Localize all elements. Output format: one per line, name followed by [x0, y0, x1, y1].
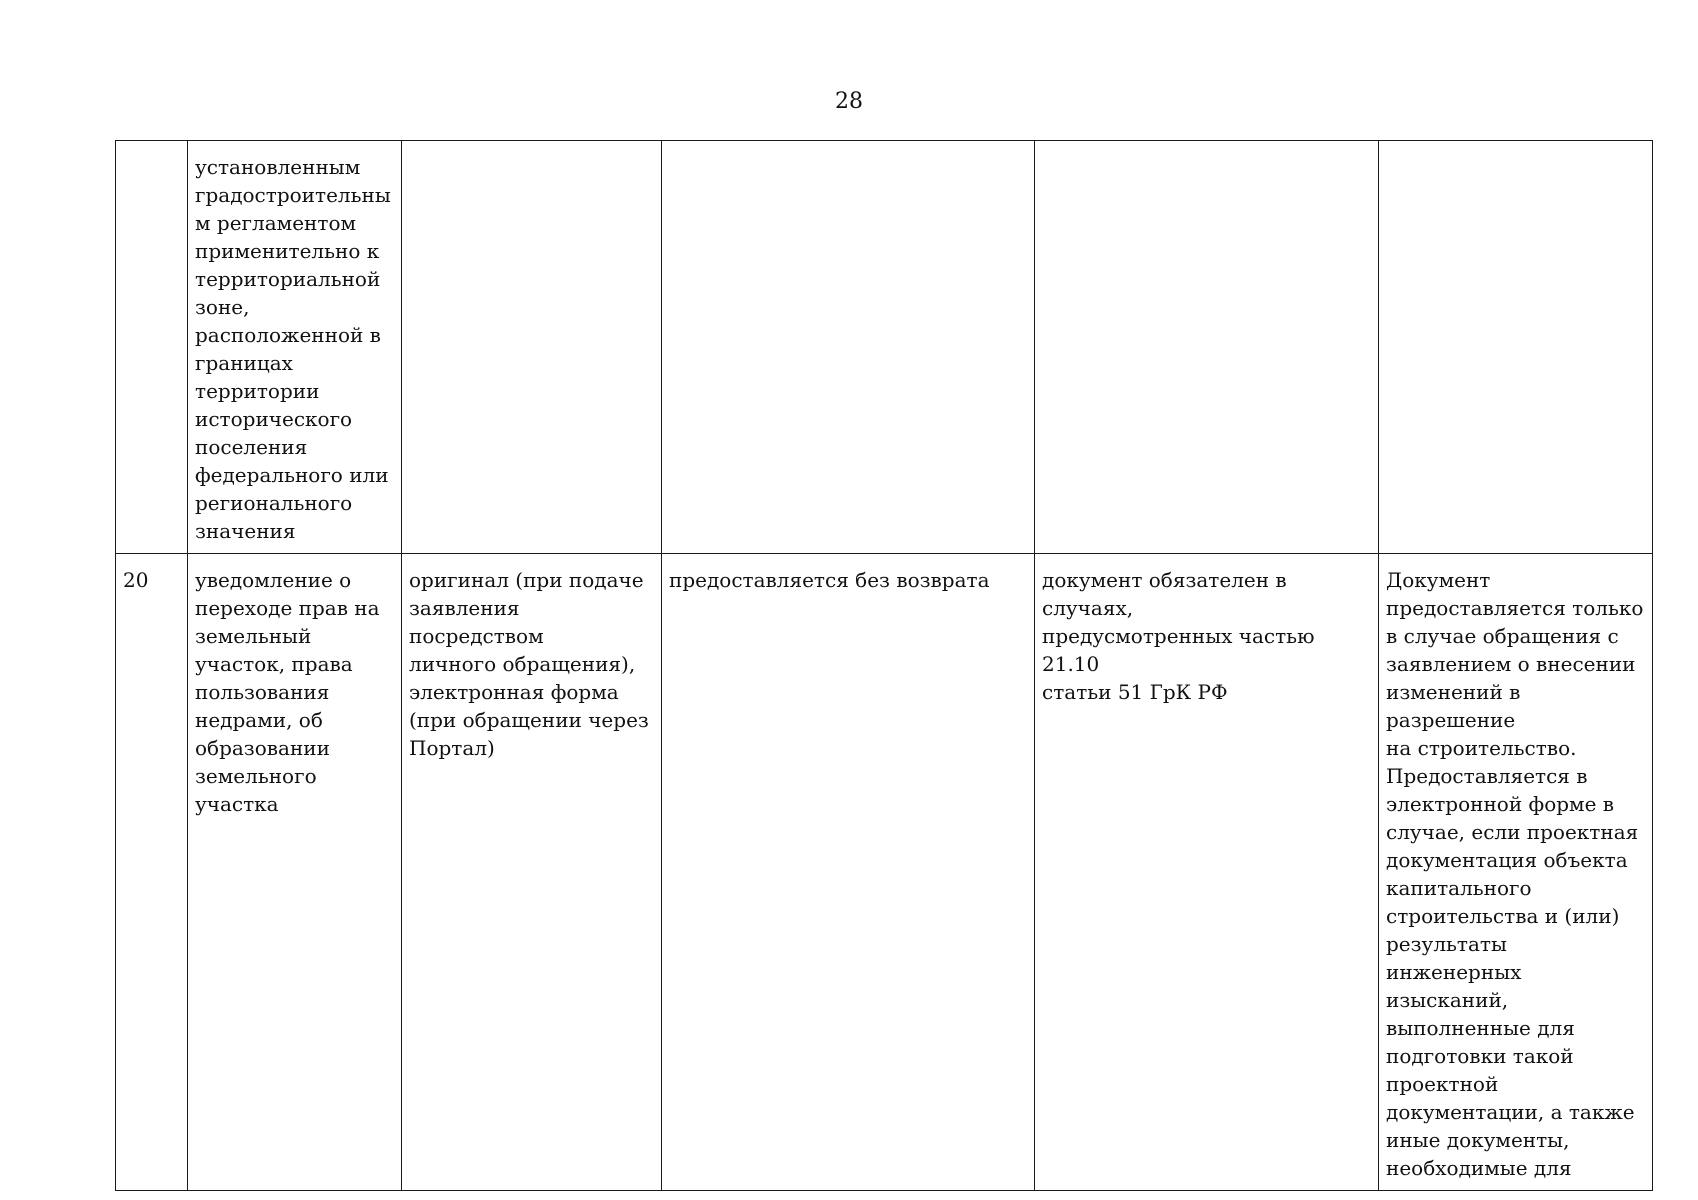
return-terms-cell — [662, 141, 1035, 554]
note-cell — [1379, 141, 1653, 554]
requirement-cell: документ обязателен в случаях, предусмотренных частью 21.10 статьи 51 ГрК РФ — [1035, 554, 1379, 1191]
document-form-cell: оригинал (при подаче заявления посредством личного обращения), электронная форма (при обращении через Портал) — [402, 554, 662, 1191]
note-cell: Документ предоставляется только в случае обращения с заявлением о внесении изменений в разрешение на строительство. Предоставляется в электронной форме в случае, если проектная документация объекта капитального строительства и (или) результаты инженерных изысканий, выполненные для подготовки такой проектной документации, а также иные документы, необходимые для — [1379, 554, 1653, 1191]
document-name-cell: уведомление о переходе прав на земельный участок, права пользования недрами, об образовании земельного участка — [188, 554, 402, 1191]
row-number-cell: 20 — [116, 554, 188, 1191]
requirement-cell — [1035, 141, 1379, 554]
document-form-cell — [402, 141, 662, 554]
table-row — [116, 141, 1653, 554]
table-row — [116, 554, 1653, 1191]
page-number: 28 — [835, 89, 863, 114]
document-table — [115, 140, 1653, 1191]
row-number-cell — [116, 141, 188, 554]
return-terms-cell: предоставляется без возврата — [662, 554, 1035, 1191]
document-name-cell: установленным градостроительны м регламентом применительно к территориальной зоне, расположенной в границах территории исторического поселения федерального или регионального значения — [188, 141, 402, 554]
